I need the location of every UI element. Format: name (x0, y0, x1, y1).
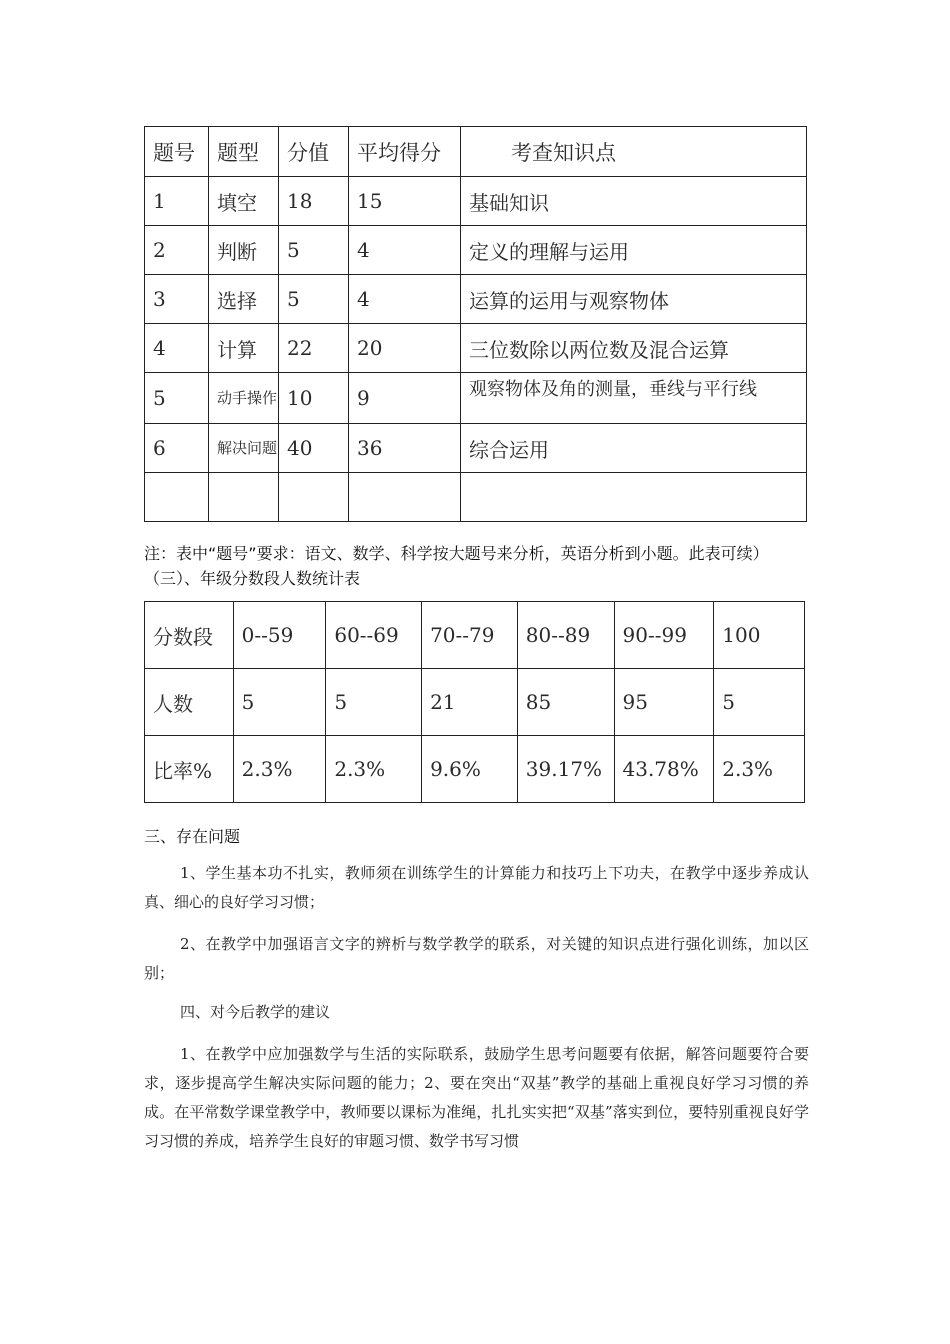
paragraph (144, 1040, 809, 1156)
table-row (145, 473, 807, 522)
table-cell: 5 (326, 669, 422, 736)
table-cell: 15 (349, 177, 461, 226)
section-heading: 三、存在问题 (144, 827, 241, 846)
table-cell: 4 (349, 275, 461, 324)
table-cell: 5 (145, 373, 209, 424)
table-cell: 3 (145, 275, 209, 324)
table-cell: 0--59 (233, 602, 326, 669)
table-cell: 90--99 (614, 602, 714, 669)
table-cell: 4 (349, 226, 461, 275)
table-cell: 60--69 (326, 602, 422, 669)
table-cell: 2.3% (714, 736, 805, 803)
table-cell: 运算的运用与观察物体 (461, 275, 807, 324)
table-cell: 95 (614, 669, 714, 736)
table-cell: 5 (279, 275, 349, 324)
table-cell: 9.6% (422, 736, 518, 803)
table-cell: 分数段 (145, 602, 234, 669)
paragraph-text: 2、在教学中加强语言文字的辨析与数学教学的联系，对关键的知识点进行强化训练，加以区别； (144, 935, 809, 982)
table-cell: 80--89 (517, 602, 614, 669)
question-analysis-table (144, 126, 807, 522)
table-cell: 39.17% (517, 736, 614, 803)
header-cell: 分值 (279, 127, 349, 177)
score-distribution-table (144, 601, 805, 803)
table-cell (461, 473, 807, 522)
table-cell: 5 (279, 226, 349, 275)
table-cell: 三位数除以两位数及混合运算 (461, 324, 807, 373)
table-row (145, 424, 807, 473)
table-cell: 填空 (209, 177, 279, 226)
table-cell: 1 (145, 177, 209, 226)
table-cell: 85 (517, 669, 614, 736)
table-cell: 比率% (145, 736, 234, 803)
table-cell: 5 (714, 669, 805, 736)
table-cell: 6 (145, 424, 209, 473)
table-cell: 10 (279, 373, 349, 424)
table-cell (349, 473, 461, 522)
table-row (145, 669, 805, 736)
table-cell (279, 473, 349, 522)
table-cell: 5 (233, 669, 326, 736)
table-cell: 9 (349, 373, 461, 424)
section-heading (144, 998, 809, 1027)
table-row (145, 324, 807, 373)
paragraph-text: 1、学生基本功不扎实，教师须在训练学生的计算能力和技巧上下功夫，在教学中逐步养成认真、细心的良好学习习惯； (144, 864, 809, 911)
table-cell: 选择 (209, 275, 279, 324)
table-cell: 判断 (209, 226, 279, 275)
table-cell: 人数 (145, 669, 234, 736)
table-row (145, 736, 805, 803)
table-cell: 观察物体及角的测量，垂线与平行线 (461, 373, 807, 424)
table-cell: 43.78% (614, 736, 714, 803)
table-cell: 基础知识 (461, 177, 807, 226)
table-cell: 综合运用 (461, 424, 807, 473)
table-cell: 22 (279, 324, 349, 373)
table-cell: 2.3% (326, 736, 422, 803)
paragraph-text: 1、在教学中应加强数学与生活的实际联系，鼓励学生思考问题要有依据，解答问题要符合要求，逐步提高学生解决实际问题的能力；2、要在突出“双基”教学的基础上重视良好学习习惯的养成。在平常数学课堂教学中，教师要以课标为准绳，扎扎实实把“双基”落实到位，要特别重视良好学习习惯的养成，培养学生良好的审题习惯、数学书写习惯 (144, 1045, 809, 1150)
table-cell: 4 (145, 324, 209, 373)
table-cell: 计算 (209, 324, 279, 373)
table-cell (209, 473, 279, 522)
table-note: 注：表中“题号”要求：语文、数学、科学按大题号来分析，英语分析到小题。此表可续）（三）、年级分数段人数统计表 (144, 544, 769, 588)
header-cell: 考查知识点 (461, 127, 807, 177)
header-cell: 题型 (209, 127, 279, 177)
table-row (145, 226, 807, 275)
table-cell: 动手操作 (209, 373, 279, 424)
table-row (145, 275, 807, 324)
header-cell: 题号 (145, 127, 209, 177)
table-row (145, 373, 807, 424)
table-cell (145, 473, 209, 522)
table-row (145, 602, 805, 669)
table-cell: 2.3% (233, 736, 326, 803)
table-cell: 2 (145, 226, 209, 275)
paragraph (144, 930, 809, 988)
section-heading-text: 四、对今后教学的建议 (180, 1003, 331, 1021)
header-cell: 平均得分 (349, 127, 461, 177)
table-header-row (145, 127, 807, 177)
table-cell: 21 (422, 669, 518, 736)
table-cell: 20 (349, 324, 461, 373)
table-row (145, 177, 807, 226)
paragraph (144, 859, 809, 917)
table-cell: 100 (714, 602, 805, 669)
table-cell: 70--79 (422, 602, 518, 669)
table-cell: 定义的理解与运用 (461, 226, 807, 275)
table-cell: 解决问题 (209, 424, 279, 473)
table-cell: 40 (279, 424, 349, 473)
table-cell: 18 (279, 177, 349, 226)
table-cell: 36 (349, 424, 461, 473)
